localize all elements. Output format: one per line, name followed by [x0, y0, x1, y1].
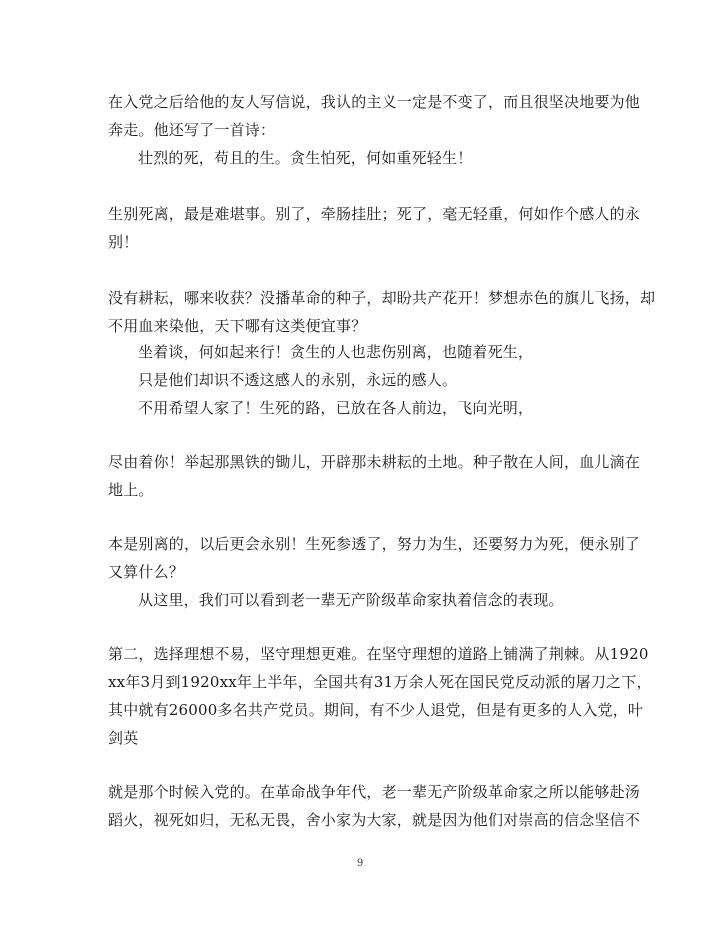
text-line: 别！ [108, 233, 139, 251]
text-line: 就是那个时候入党的。在革命战争年代，老一辈无产阶级革命家之所以能够赴汤 [108, 783, 641, 801]
text-line: 在入党之后给他的友人写信说，我认的主义一定是不变了，而且很坚决地要为他 [108, 93, 641, 111]
text-line: xx年3月到1920xx年上半年，全国共有31万余人死在国民党反动派的屠刀之下， [108, 673, 652, 691]
text-line: 剑英 [108, 729, 139, 747]
text-line: 没有耕耘，哪来收获？没播革命的种子，却盼共产花开！梦想赤色的旗儿飞扬，却 [108, 289, 656, 307]
page-number: 9 [356, 858, 364, 869]
text-line: 不用血来染他，天下哪有这类便宜事？ [108, 317, 367, 335]
poem-line: 不用希望人家了！生死的路，已放在各人前边，飞向光明， [138, 399, 534, 417]
text-line: 尽由着你！举起那黑铁的锄儿，开辟那未耕耘的土地。种子散在人间，血儿滴在 [108, 453, 641, 471]
text-line: 又算什么？ [108, 563, 185, 581]
text-line: 本是别离的，以后更会永别！生死参透了，努力为生，还要努力为死，便永别了 [108, 535, 641, 553]
text-line: 地上。 [108, 481, 154, 499]
text-line: 从这里，我们可以看到老一辈无产阶级革命家执着信念的表现。 [138, 591, 564, 609]
text-line: 其中就有26000多名共产党员。期间，有不少人退党，但是有更多的人入党，叶 [108, 701, 644, 719]
text-line: 奔走。他还写了一首诗： [108, 121, 276, 139]
text-line: 蹈火，视死如归，无私无畏，舍小家为大家，就是因为他们对崇高的信念坚信不 [108, 811, 641, 829]
poem-line: 只是他们却识不透这感人的永别，永远的感人。 [138, 371, 458, 389]
poem-line: 壮烈的死，苟且的生。贪生怕死，何如重死轻生！ [138, 149, 473, 167]
poem-line: 坐着谈，何如起来行！贪生的人也悲伤别离，也随着死生， [138, 343, 534, 361]
text-line: 生别死离，最是难堪事。别了，牵肠挂肚；死了，毫无轻重，何如作个感人的永 [108, 205, 641, 223]
text-line: 第二，选择理想不易，坚守理想更难。在坚守理想的道路上铺满了荆棘。从1920 [108, 645, 649, 663]
